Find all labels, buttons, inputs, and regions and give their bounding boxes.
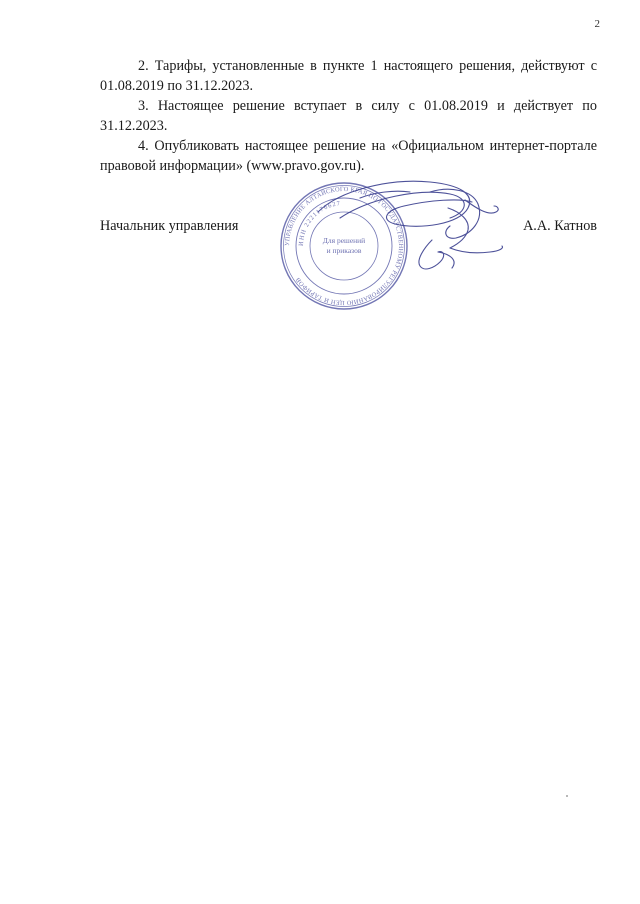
paragraph-effective-date: 3. Настоящее решение вступает в силу с 01.08.2019 и действует по 31.12.2023. — [100, 98, 597, 134]
seal-center-line-1: Для решений — [322, 236, 366, 245]
seal-inn-text: ИНН 2221176627 — [297, 200, 342, 247]
signer-title: Начальник управления — [100, 218, 239, 234]
handwritten-signature — [297, 168, 510, 280]
scan-speck — [566, 795, 568, 797]
page-number: 2 — [594, 18, 600, 30]
signer-name: А.А. Катнов — [523, 218, 597, 234]
paragraph-tariff-period: 2. Тарифы, установленные в пункте 1 настоящего решения, действуют с 01.08.2019 по 31.12.2023. — [100, 58, 597, 94]
seal-center-line-2: и приказов — [326, 246, 362, 255]
document-body — [100, 56, 597, 176]
seal-outer-text: УПРАВЛЕНИЕ АЛТАЙСКОГО КРАЯ ПО ГОСУДАРСТВЕННОМУ РЕГУЛИРОВАНИЮ ЦЕН И ТАРИФОВ — [283, 185, 405, 307]
paragraph-publication: 4. Опубликовать настоящее решение на «Официальном интернет-портале правовой информации» (www.pravo.gov.ru). — [100, 138, 597, 174]
